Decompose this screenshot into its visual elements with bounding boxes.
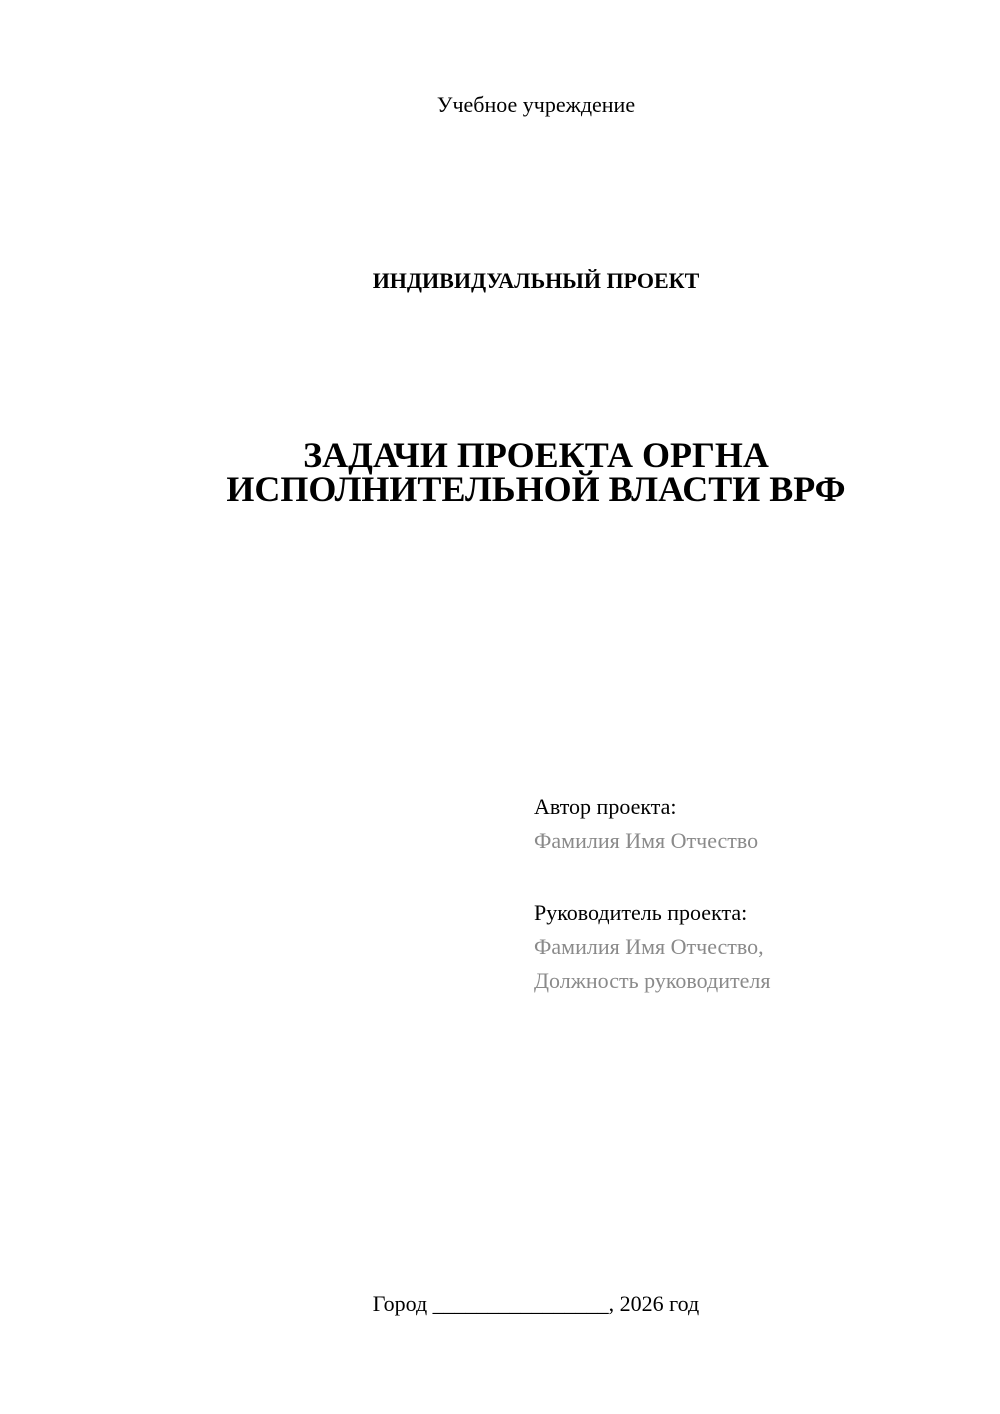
project-title-line-2: ИСПОЛНИТЕЛЬНОЙ ВЛАСТИ ВРФ [226,469,846,509]
supervisor-position: Должность руководителя [534,968,771,993]
institution-name: Учебное учреждение [436,92,636,117]
project-title-line-1: ЗАДАЧИ ПРОЕКТА ОРГНА [303,435,769,475]
author-label: Автор проекта: [534,794,677,819]
supervisor-name: Фамилия Имя Отчество, [534,934,764,959]
supervisor-label: Руководитель проекта: [534,900,748,925]
city-year-line: Город ________________, 2026 год [372,1291,700,1316]
credits-block [534,790,974,998]
project-type-heading: ИНДИВИДУАЛЬНЫЙ ПРОЕКТ [372,268,700,293]
credits-spacer [534,858,974,896]
project-title [0,435,1000,509]
author-name: Фамилия Имя Отчество [534,828,759,853]
